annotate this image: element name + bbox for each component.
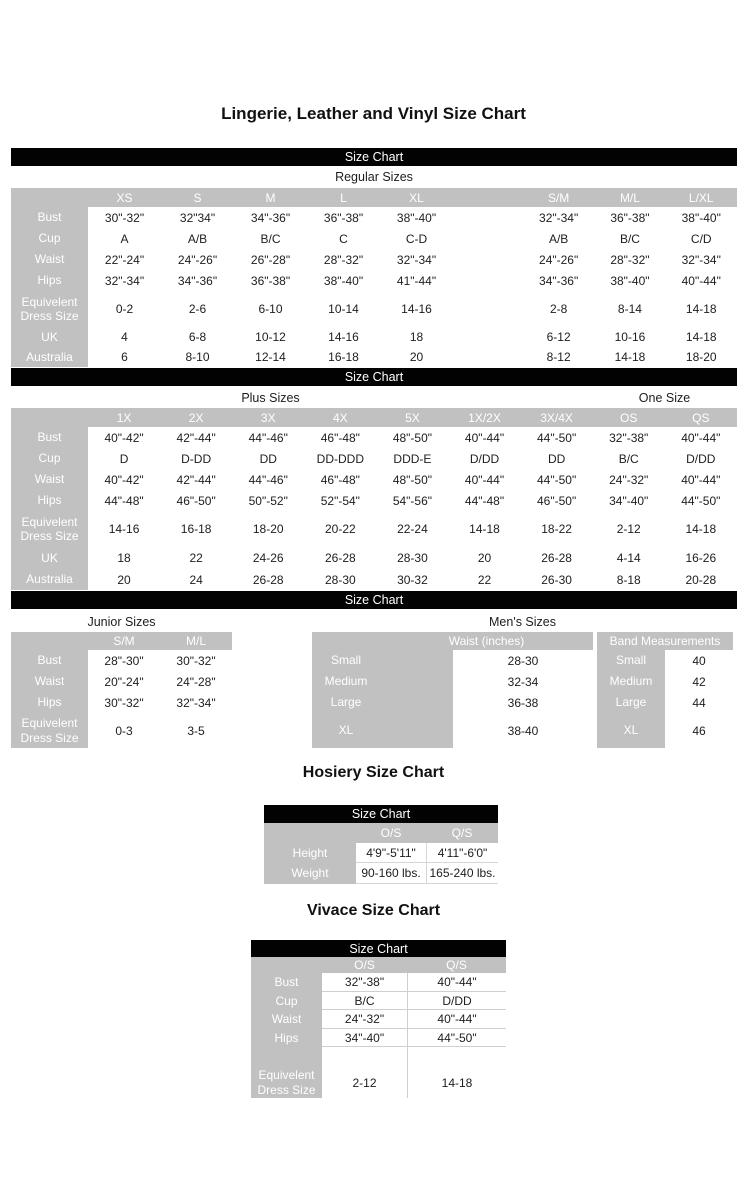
size-cell: 6-10 [234, 291, 307, 327]
size-cell: 40"-44" [407, 1010, 506, 1029]
size-cell: 14-18 [666, 291, 737, 327]
size-cell: 20 [448, 547, 520, 569]
column-header: L [340, 190, 347, 205]
size-cell: 34"-36" [161, 270, 234, 291]
size-cell: 40"-44" [666, 270, 737, 291]
size-cell: 32"-38" [593, 427, 665, 448]
size-cell: 10-12 [234, 327, 307, 347]
size-cell: 16-18 [307, 347, 380, 367]
size-cell: 46"-48" [304, 469, 376, 490]
size-cell: 0-3 [88, 713, 160, 748]
size-cell [453, 270, 523, 291]
size-cell: 26-30 [521, 569, 593, 590]
row-label: Hips [37, 695, 62, 710]
size-cell: 28-30 [453, 650, 593, 671]
table-corner [11, 632, 88, 650]
vivace-title: Vivace Size Chart [306, 902, 441, 919]
size-cell: D/DD [665, 448, 737, 469]
size-cell: 34"-40" [593, 490, 665, 511]
row-label: XL [623, 723, 639, 738]
size-cell: 22 [160, 547, 232, 569]
row-label: Hips [37, 493, 62, 508]
size-cell: 32"-34" [88, 270, 161, 291]
size-cell: 40"-44" [448, 469, 520, 490]
size-cell: 30"-32" [88, 207, 161, 228]
column-header: 1X [116, 410, 132, 425]
size-cell: DDD-E [376, 448, 448, 469]
row-label [251, 1047, 322, 1067]
size-cell: 46"-48" [304, 427, 376, 448]
column-header: Waist (inches) [448, 634, 525, 648]
row-label: Equivelent Dress Size [257, 1068, 316, 1097]
row-label: Cup [38, 451, 61, 466]
size-cell: 10-14 [307, 291, 380, 327]
size-cell: 38"-40" [666, 207, 737, 228]
size-cell: 14-18 [594, 347, 665, 367]
size-cell: 46"-50" [160, 490, 232, 511]
column-header: XL [409, 190, 424, 205]
row-label: Hips [274, 1030, 299, 1045]
size-cell: 2-12 [322, 1067, 407, 1098]
size-cell: 40"-44" [665, 427, 737, 448]
size-cell: 44"-48" [448, 490, 520, 511]
size-cell: 50"-52" [232, 490, 304, 511]
row-label: Waist [271, 1012, 302, 1027]
size-cell: 34"-40" [322, 1029, 407, 1047]
size-cell: 6 [88, 347, 161, 367]
size-cell: A/B [523, 228, 594, 249]
size-cell: 14-18 [407, 1067, 506, 1098]
size-cell: A/B [161, 228, 234, 249]
size-cell: 44"-50" [521, 469, 593, 490]
junior-sizes-label: Junior Sizes [87, 615, 156, 629]
size-cell: 36"-38" [234, 270, 307, 291]
size-cell: 42 [665, 671, 733, 692]
size-cell: B/C [322, 992, 407, 1010]
size-cell: 40"-42" [88, 469, 160, 490]
size-cell: 28"-32" [594, 249, 665, 270]
size-cell: 28"-30" [88, 650, 160, 671]
column-header: S/M [113, 634, 135, 648]
size-cell: 6-12 [523, 327, 594, 347]
column-header: O/S [354, 958, 375, 972]
size-cell: 4-14 [593, 547, 665, 569]
column-header: M/L [185, 634, 206, 648]
size-cell: 40"-44" [407, 973, 506, 992]
size-cell: 36"-38" [307, 207, 380, 228]
size-cell: 46"-50" [521, 490, 593, 511]
column-header: 5X [405, 410, 420, 425]
size-cell: 30"-32" [160, 650, 232, 671]
column-header: 4X [332, 410, 348, 425]
size-cell: 18-20 [232, 511, 304, 547]
row-label: Equivelent Dress Size [20, 294, 79, 323]
column-header: 3X [260, 410, 276, 425]
size-cell: 32"-34" [160, 692, 232, 713]
size-cell: 24"-26" [161, 249, 234, 270]
size-cell: 32"34" [161, 207, 234, 228]
size-cell: 8-18 [593, 569, 665, 590]
size-cell: 40"-44" [448, 427, 520, 448]
size-cell: 4 [88, 327, 161, 347]
row-label: Waist [34, 472, 65, 487]
size-cell: 2-8 [523, 291, 594, 327]
size-cell: 40 [665, 650, 733, 671]
size-cell: 41"-44" [380, 270, 453, 291]
size-cell: 6-8 [161, 327, 234, 347]
table-corner [251, 957, 322, 973]
row-label: Hips [37, 273, 62, 288]
row-label: Cup [275, 993, 298, 1008]
size-cell: 38"-40" [594, 270, 665, 291]
size-cell: 48"-50" [376, 469, 448, 490]
junior-sizes-table [11, 632, 232, 748]
column-header: XS [116, 190, 133, 205]
row-label: Medium [324, 674, 368, 689]
column-header: S [193, 190, 202, 205]
size-cell: 14-18 [665, 511, 737, 547]
row-label: Waist [34, 252, 65, 267]
size-cell: 32-34 [453, 671, 593, 692]
size-cell: 26-28 [521, 547, 593, 569]
hosiery-table [264, 823, 498, 884]
size-cell: 36"-38" [594, 207, 665, 228]
size-cell [453, 291, 523, 327]
size-cell: C [307, 228, 380, 249]
column-header: OS [620, 410, 638, 425]
size-cell: 18 [380, 327, 453, 347]
row-label: Large [615, 695, 647, 710]
size-cell: C-D [380, 228, 453, 249]
row-label: Australia [26, 572, 73, 587]
size-cell: 165-240 lbs. [426, 863, 498, 884]
size-cell: D/DD [407, 992, 506, 1010]
regular-sizes-label: Regular Sizes [335, 170, 413, 184]
column-header: L/XL [688, 190, 714, 205]
size-cell: 38"-40" [307, 270, 380, 291]
size-cell: 18-20 [666, 347, 737, 367]
size-cell: D [88, 448, 160, 469]
size-cell: 32"-38" [322, 973, 407, 992]
size-cell: 26-28 [304, 547, 376, 569]
row-label: Bust [37, 430, 62, 445]
column-header: Band Measurements [609, 634, 721, 648]
size-chart-bar: Size Chart [11, 368, 737, 386]
size-cell: 32"-34" [380, 249, 453, 270]
size-cell: 22"-24" [88, 249, 161, 270]
column-header: QS [692, 410, 710, 425]
size-cell: 18-22 [521, 511, 593, 547]
size-cell: 24"-26" [523, 249, 594, 270]
size-cell: 90-160 lbs. [356, 863, 426, 884]
size-cell: 34"-36" [523, 270, 594, 291]
size-cell: 18 [88, 547, 160, 569]
size-cell: 52"-54" [304, 490, 376, 511]
size-cell: 2-12 [593, 511, 665, 547]
size-cell: 14-16 [307, 327, 380, 347]
row-label: Equivelent Dress Size [20, 716, 79, 745]
mens-waist-table [312, 632, 593, 748]
size-cell: DD [521, 448, 593, 469]
size-cell: 24"-32" [593, 469, 665, 490]
size-cell: 26-28 [232, 569, 304, 590]
size-cell: 8-10 [161, 347, 234, 367]
size-cell: 24-26 [232, 547, 304, 569]
size-cell: 44"-48" [88, 490, 160, 511]
size-cell: 38-40 [453, 713, 593, 748]
column-header: Q/S [446, 958, 467, 972]
row-label: Cup [38, 231, 61, 246]
size-cell: 22-24 [376, 511, 448, 547]
size-cell: 34"-36" [234, 207, 307, 228]
size-cell: 8-12 [523, 347, 594, 367]
size-cell: B/C [594, 228, 665, 249]
row-label: Height [292, 845, 328, 860]
row-label: Large [330, 695, 362, 710]
size-cell: 10-16 [594, 327, 665, 347]
size-cell: 40"-42" [88, 427, 160, 448]
row-label: Small [615, 653, 646, 668]
size-cell: 44"-50" [407, 1029, 506, 1047]
regular-sizes-table [11, 188, 737, 367]
size-cell: 46 [665, 713, 733, 748]
size-cell: A [88, 228, 161, 249]
size-cell: DD-DDD [304, 448, 376, 469]
size-cell: 2-6 [161, 291, 234, 327]
row-label: Australia [26, 349, 73, 364]
row-label: Bust [37, 210, 62, 225]
table-corner [264, 823, 356, 843]
size-cell: 20 [88, 569, 160, 590]
size-cell: D/DD [448, 448, 520, 469]
size-chart-bar: Size Chart [11, 591, 737, 609]
column-header: 3X/4X [540, 410, 573, 425]
size-cell: 24"-32" [322, 1010, 407, 1029]
one-size-label: One Size [638, 391, 691, 405]
size-cell [407, 1047, 506, 1067]
size-cell: 0-2 [88, 291, 161, 327]
size-cell: 14-16 [88, 511, 160, 547]
size-cell: 16-26 [665, 547, 737, 569]
size-cell: 42"-44" [160, 427, 232, 448]
page-title: Lingerie, Leather and Vinyl Size Chart [221, 104, 526, 123]
row-label: Small [330, 653, 361, 668]
row-label: XL [338, 723, 354, 738]
mens-sizes-label: Men's Sizes [489, 615, 556, 629]
table-corner [11, 188, 88, 207]
row-label: Equivelent Dress Size [20, 514, 79, 543]
size-cell: 32"-34" [523, 207, 594, 228]
size-cell: 20"-24" [88, 671, 160, 692]
size-cell: 12-14 [234, 347, 307, 367]
row-label: Bust [37, 653, 62, 668]
size-cell: 44"-46" [232, 427, 304, 448]
column-header: O/S [380, 826, 402, 840]
size-cell: 20-28 [665, 569, 737, 590]
column-header [453, 188, 523, 207]
size-cell: 3-5 [160, 713, 232, 748]
size-cell: 14-16 [380, 291, 453, 327]
size-cell: 44"-50" [521, 427, 593, 448]
size-cell: 28-30 [376, 547, 448, 569]
mens-band-table [597, 632, 733, 748]
size-cell: 26"-28" [234, 249, 307, 270]
size-cell [453, 249, 523, 270]
size-cell: 14-18 [666, 327, 737, 347]
size-cell: 36-38 [453, 692, 593, 713]
size-cell: 42"-44" [160, 469, 232, 490]
column-header: M/L [619, 190, 640, 205]
size-chart-bar: Size Chart [251, 940, 506, 957]
size-cell: C/D [666, 228, 737, 249]
vivace-table [251, 957, 506, 1098]
row-label: Bust [274, 975, 299, 990]
size-cell [322, 1047, 407, 1067]
size-cell: 44 [665, 692, 733, 713]
size-cell: B/C [593, 448, 665, 469]
size-cell [453, 327, 523, 347]
row-label: UK [41, 550, 58, 565]
size-cell: DD [232, 448, 304, 469]
plus-sizes-label: Plus Sizes [241, 391, 300, 405]
size-cell: 4'11"-6'0" [426, 843, 498, 863]
size-chart-bar: Size Chart [11, 148, 737, 166]
size-cell: 20-22 [304, 511, 376, 547]
column-header: M [265, 190, 276, 205]
plus-sizes-table [11, 408, 737, 590]
row-label: UK [41, 329, 58, 344]
size-cell: 44"-46" [232, 469, 304, 490]
size-cell: 54"-56" [376, 490, 448, 511]
size-cell: 14-18 [448, 511, 520, 547]
size-chart-bar: Size Chart [264, 805, 498, 823]
size-cell: 44"-50" [665, 490, 737, 511]
column-header: 2X [188, 410, 204, 425]
table-corner [11, 408, 88, 427]
size-cell: 8-14 [594, 291, 665, 327]
size-cell [453, 207, 523, 228]
hosiery-title: Hosiery Size Chart [302, 764, 445, 781]
size-cell: 16-18 [160, 511, 232, 547]
size-cell: 38"-40" [380, 207, 453, 228]
size-cell: 28"-32" [307, 249, 380, 270]
size-cell: 20 [380, 347, 453, 367]
size-cell: 40"-44" [665, 469, 737, 490]
size-cell: 32"-34" [666, 249, 737, 270]
size-cell: 30"-32" [88, 692, 160, 713]
row-label: Weight [291, 866, 329, 881]
size-cell [453, 347, 523, 367]
size-cell: 22 [448, 569, 520, 590]
size-cell: 24 [160, 569, 232, 590]
size-cell: 28-30 [304, 569, 376, 590]
row-label: Medium [609, 674, 653, 689]
size-cell: 24"-28" [160, 671, 232, 692]
column-header: S/M [547, 190, 570, 205]
size-cell: 4'9"-5'11" [356, 843, 426, 863]
column-header: Q/S [451, 826, 473, 840]
column-header: 1X/2X [468, 410, 501, 425]
size-cell: 48"-50" [376, 427, 448, 448]
size-cell: 30-32 [376, 569, 448, 590]
size-cell: D-DD [160, 448, 232, 469]
size-cell [453, 228, 523, 249]
size-cell: B/C [234, 228, 307, 249]
row-label: Waist [34, 674, 65, 689]
